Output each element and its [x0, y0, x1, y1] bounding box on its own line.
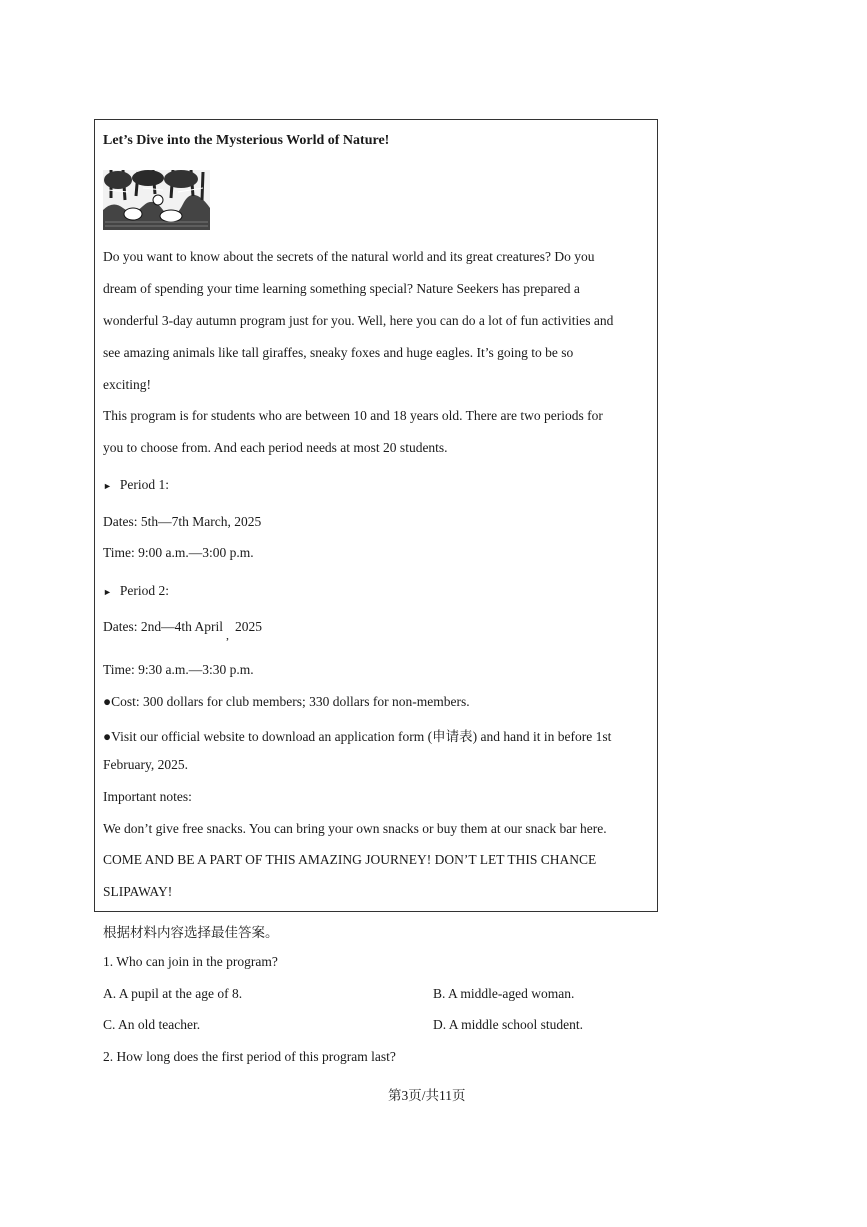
question-1-option-c: C. An old teacher. [103, 1017, 201, 1032]
instruction: 根据材料内容选择最佳答案。 [103, 925, 279, 940]
para1-line3: wonderful 3-day autumn program just for you. Well, here you can do a lot of fun activities and [103, 313, 614, 328]
question-2-stem: 2. How long does the first period of this program last? [103, 1049, 396, 1064]
question-1-stem: 1. Who can join in the program? [103, 954, 278, 969]
para2-line2: you to choose from. And each period needs at most 20 students. [103, 440, 448, 455]
period1-label: ► Period 1: [103, 477, 170, 492]
question-1-option-b: B. A middle-aged woman. [433, 986, 575, 1001]
para1-line2: dream of spending your time learning something special? Nature Seekers has prepared a [103, 281, 580, 296]
para1-line4: see amazing animals like tall giraffes, sneaky foxes and huge eagles. It’s going to be so [103, 345, 574, 360]
nature-illustration [103, 170, 210, 230]
visit-line2: February, 2025. [103, 757, 188, 772]
period1-dates: Dates: 5th—7th March, 2025 [103, 514, 262, 529]
period2-dates: Dates: 2nd—4th April,2025 [103, 619, 262, 642]
triangle-bullet-icon: ► [103, 587, 112, 597]
notes-text: We don’t give free snacks. You can bring your own snacks or buy them at our snack bar here. [103, 821, 607, 836]
page-footer: 第3页/共11页 [388, 1088, 466, 1103]
para1-line1: Do you want to know about the secrets of the natural world and its great creatures? Do you [103, 249, 595, 264]
passage-title: Let’s Dive into the Mysterious World of Nature! [103, 133, 390, 148]
notes-heading: Important notes: [103, 789, 192, 804]
visit-line1: ●Visit our official website to download an application form (申请表) and hand it in before 1st [103, 729, 612, 744]
question-1-option-d: D. A middle school student. [433, 1017, 583, 1032]
question-1-option-a: A. A pupil at the age of 8. [103, 986, 243, 1001]
period2-label: ► Period 2: [103, 583, 170, 598]
period2-time: Time: 9:30 a.m.—3:30 p.m. [103, 662, 254, 677]
cost-line: ●Cost: 300 dollars for club members; 330 dollars for non-members. [103, 694, 470, 709]
triangle-bullet-icon: ► [103, 481, 112, 491]
para2-line1: This program is for students who are between 10 and 18 years old. There are two periods for [103, 408, 603, 423]
closing-line2: SLIPAWAY! [103, 884, 173, 899]
para1-line5: exciting! [103, 377, 151, 392]
period1-time: Time: 9:00 a.m.—3:00 p.m. [103, 545, 254, 560]
closing-line1: COME AND BE A PART OF THIS AMAZING JOURNEY! DON’T LET THIS CHANCE [103, 852, 597, 867]
